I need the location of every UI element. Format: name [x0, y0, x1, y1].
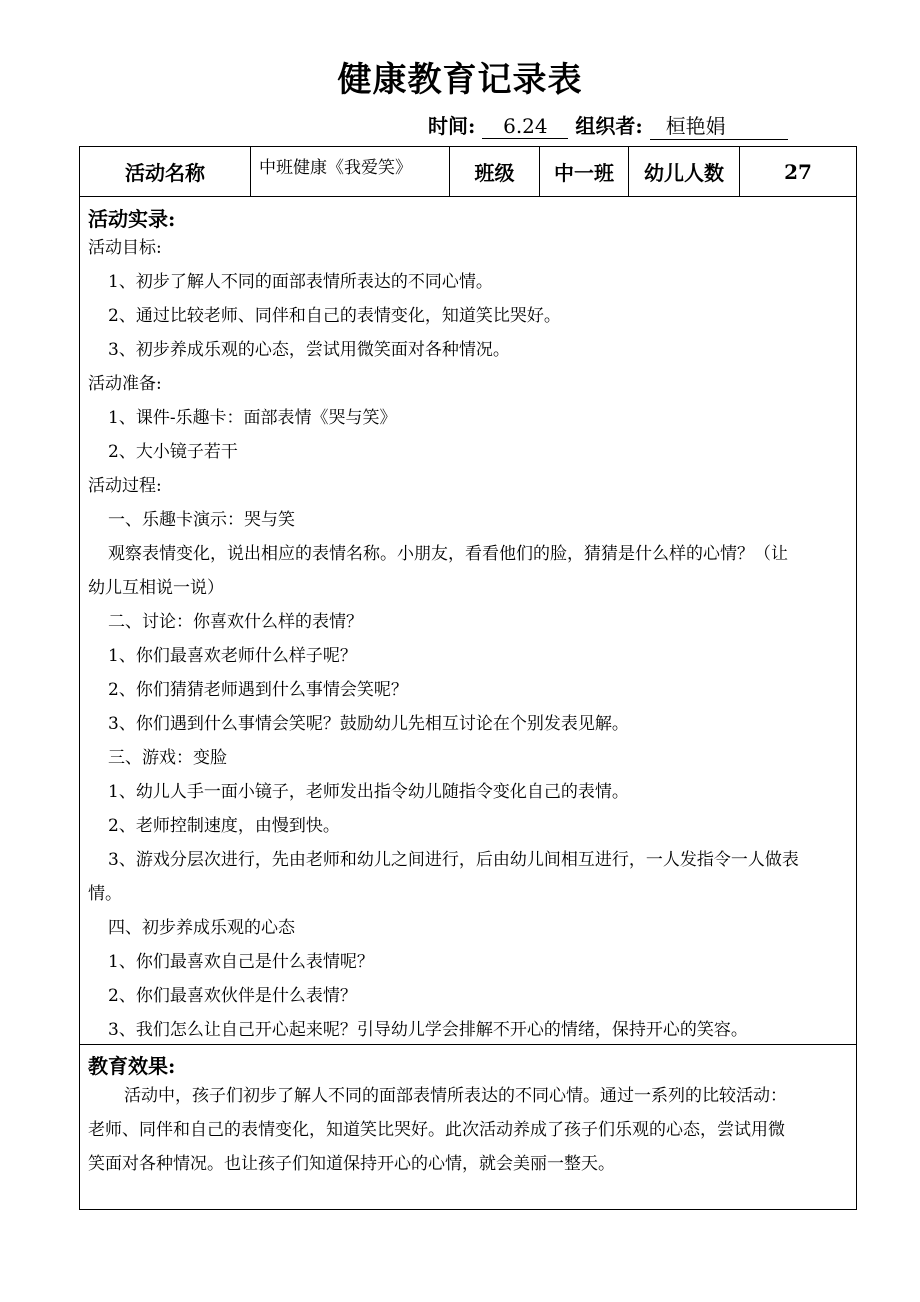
- education-effect-section: [80, 1044, 856, 1209]
- effect-line: 活动中，孩子们初步了解人不同的面部表情所表达的不同心情。通过一系列的比较活动：: [124, 1086, 787, 1106]
- record-line: 3、游戏分层次进行，先由老师和幼儿之间进行，后由幼儿间相互进行，一人发指令一人做表: [108, 850, 799, 870]
- record-line: 1、幼儿人手一面小镜子，老师发出指令幼儿随指令变化自己的表情。: [108, 782, 629, 802]
- record-line: 情。: [88, 884, 122, 904]
- record-table: [79, 146, 857, 1210]
- record-line: 3、你们遇到什么事情会笑呢？鼓励幼儿先相互讨论在个别发表见解。: [108, 714, 629, 734]
- record-line: 三、游戏：变脸: [108, 748, 227, 768]
- effect-heading: 教育效果:: [88, 1054, 176, 1078]
- children-count-label: 幼儿人数: [629, 147, 740, 196]
- activity-name-label: 活动名称: [80, 147, 251, 196]
- time-label: 时间:: [428, 114, 476, 138]
- record-line: 幼儿互相说一说）: [88, 578, 224, 598]
- record-line: 1、课件-乐趣卡：面部表情《哭与笑》: [108, 408, 397, 428]
- record-line: 3、初步养成乐观的心态，尝试用微笑面对各种情况。: [108, 340, 510, 360]
- record-line: 3、我们怎么让自己开心起来呢？引导幼儿学会排解不开心的情绪，保持开心的笑容。: [108, 1020, 748, 1040]
- activity-record-section: [80, 196, 856, 1045]
- record-line: 1、你们最喜欢自己是什么表情呢？: [108, 952, 374, 972]
- record-line: 活动准备:: [88, 374, 162, 394]
- record-line: 活动过程:: [88, 476, 162, 496]
- effect-line: 老师、同伴和自己的表情变化，知道笑比哭好。此次活动养成了孩子们乐观的心态，尝试用微: [88, 1120, 785, 1140]
- record-line: 2、你们猜猜老师遇到什么事情会笑呢？: [108, 680, 408, 700]
- class-value: 中一班: [540, 147, 629, 196]
- record-line: 2、你们最喜欢伙伴是什么表情？: [108, 986, 357, 1006]
- effect-line: 笑面对各种情况。也让孩子们知道保持开心的心情，就会美丽一整天。: [88, 1154, 615, 1174]
- record-line: 四、初步养成乐观的心态: [108, 918, 295, 938]
- record-line: 2、大小镜子若干: [108, 442, 238, 462]
- table-header-row: [80, 147, 856, 197]
- class-label: 班级: [450, 147, 540, 196]
- record-line: 1、你们最喜欢老师什么样子呢？: [108, 646, 357, 666]
- record-meta: [428, 110, 788, 140]
- organizer-label: 组织者:: [575, 114, 643, 138]
- record-line: 二、讨论：你喜欢什么样的表情？: [108, 612, 363, 632]
- record-line: 2、老师控制速度，由慢到快。: [108, 816, 340, 836]
- record-line: 一、乐趣卡演示：哭与笑: [108, 510, 295, 530]
- children-count-value: 27: [784, 159, 812, 184]
- record-line: 观察表情变化，说出相应的表情名称。小朋友，看看他们的脸，猜猜是什么样的心情？（让: [108, 544, 788, 564]
- activity-name-value: 中班健康《我爱笑》: [251, 147, 450, 196]
- record-line: 1、初步了解人不同的面部表情所表达的不同心情。: [108, 272, 493, 292]
- record-heading: 活动实录:: [88, 207, 176, 231]
- time-value: 6.24: [482, 114, 568, 139]
- record-line: 2、通过比较老师、同伴和自己的表情变化，知道笑比哭好。: [108, 306, 561, 326]
- page-title: 健康教育记录表: [337, 60, 583, 100]
- record-line: 活动目标:: [88, 238, 162, 258]
- organizer-value: 桓艳娟: [650, 110, 788, 140]
